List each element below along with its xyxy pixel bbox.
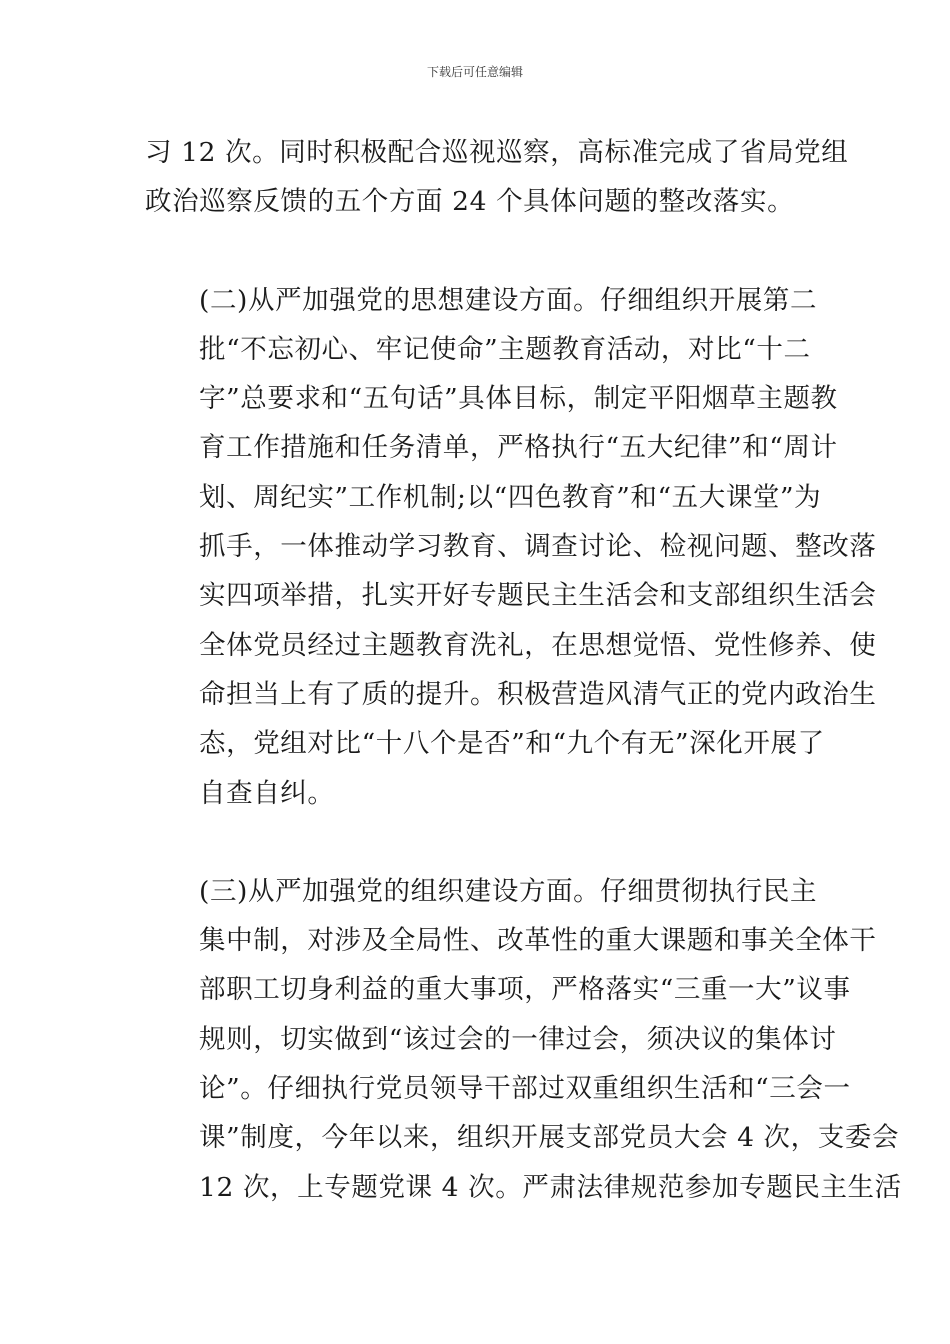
paragraph-2 bbox=[145, 276, 877, 818]
paragraph-3 bbox=[145, 867, 902, 1212]
text-line: 习 12 次。同时积极配合巡视巡察，高标准完成了省局党组 bbox=[145, 137, 849, 168]
text-line: 划、周纪实”工作机制;以“四色教育”和“五大课堂”为 bbox=[199, 481, 822, 513]
text-line: 实四项举措，扎实开好专题民主生活会和支部组织生活会 bbox=[199, 580, 877, 612]
page-header-note: 下载后可任意编辑 bbox=[426, 65, 523, 79]
text-line: 部职工切身利益的重大事项，严格落实“三重一大”议事 bbox=[199, 974, 851, 1006]
text-line: 自查自纠。 bbox=[199, 777, 335, 809]
text-line: 课”制度，今年以来，组织开展支部党员大会 4 次，支委会 bbox=[199, 1122, 900, 1154]
text-line: 论”。仔细执行党员领导干部过双重组织生活和“三会一 bbox=[199, 1073, 851, 1105]
text-line: 政治巡察反馈的五个方面 24 个具体问题的整改落实。 bbox=[145, 186, 795, 218]
text-line: 全体党员经过主题教育洗礼，在思想觉悟、党性修养、使 bbox=[199, 629, 877, 661]
text-line: 态，党组对比“十八个是否”和“九个有无”深化开展了 bbox=[199, 728, 825, 760]
text-line: 批“不忘初心、牢记使命”主题教育活动，对比“十二 bbox=[199, 333, 811, 365]
text-line: (三)从严加强党的组织建设方面。仔细贯彻执行民主 bbox=[199, 875, 818, 907]
text-line: 集中制，对涉及全局性、改革性的重大课题和事关全体干 bbox=[199, 925, 877, 957]
text-line: 抓手，一体推动学习教育、调查讨论、检视问题、整改落 bbox=[199, 531, 877, 563]
paragraph-1 bbox=[145, 128, 849, 227]
text-line: 字”总要求和“五句话”具体目标，制定平阳烟草主题教 bbox=[199, 383, 838, 415]
text-line: 命担当上有了质的提升。积极营造风清气正的党内政治生 bbox=[199, 678, 877, 710]
text-line: 育工作措施和任务清单，严格执行“五大纪律”和“周计 bbox=[199, 432, 838, 464]
text-line: 12 次，上专题党课 4 次。严肃法律规范参加专题民主生活 bbox=[199, 1171, 902, 1203]
text-line: 规则，切实做到“该过会的一律过会，须决议的集体讨 bbox=[199, 1023, 837, 1055]
text-line: (二)从严加强党的思想建设方面。仔细组织开展第二 bbox=[199, 284, 818, 316]
document-body bbox=[145, 128, 902, 1212]
